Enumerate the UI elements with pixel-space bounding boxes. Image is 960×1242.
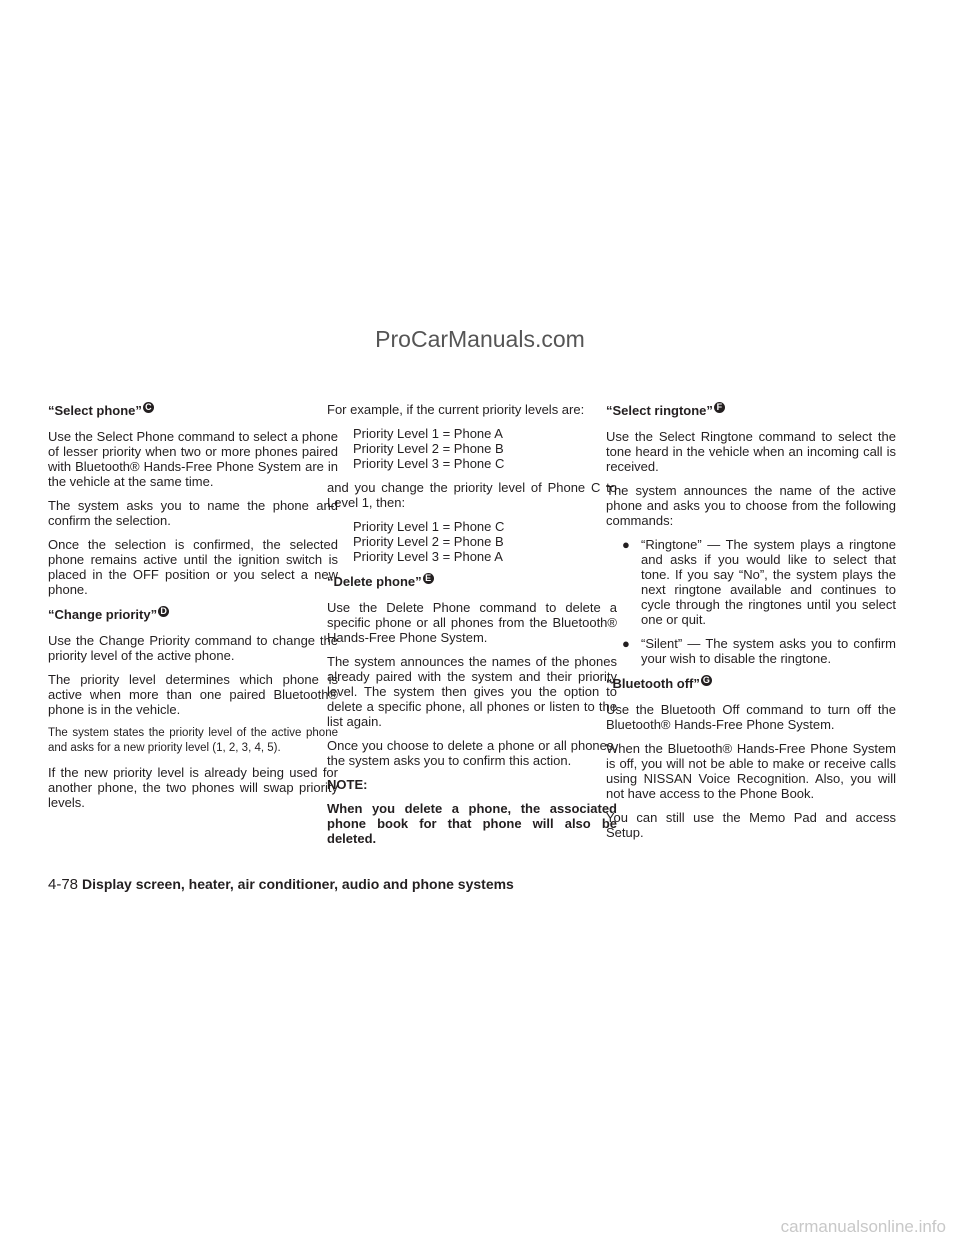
paragraph: and you change the priority level of Phone C to Level 1, then:: [327, 480, 617, 510]
paragraph: The system announces the name of the active phone and asks you to choose from the following commands:: [606, 483, 896, 528]
circle-marker-d: D: [158, 606, 169, 617]
paragraph: Once the selection is confirmed, the selected phone remains active until the ignition switch is placed in the OFF position or you select a new phone.: [48, 537, 338, 597]
paragraph: Use the Bluetooth Off command to turn off the Bluetooth® Hands-Free Phone System.: [606, 702, 896, 732]
circle-marker-g: G: [702, 675, 710, 685]
column-1: [48, 402, 338, 819]
paragraph: The system states the priority level of the active phone and asks for a new priority level (1, 2, 3, 4, 5).: [48, 727, 338, 754]
priority-list-before: [327, 426, 617, 471]
list-item: Priority Level 3 = Phone A: [353, 549, 503, 564]
note-heading: NOTE:: [327, 777, 368, 792]
heading-select-phone: “Select phone” C: [48, 402, 338, 420]
paragraph: The system announces the names of the phones already paired with the system and their priority level. The system then gives you the option to delete a specific phone, all phones or listen to the list again.: [327, 654, 617, 729]
paragraph: The priority level determines which phone is active when more than one paired Bluetooth® phone is in the vehicle.: [48, 672, 338, 717]
paragraph: Use the Select Phone command to select a phone of lesser priority when two or more phones paired with Bluetooth® Hands-Free Phone System are in the vehicle at the same time.: [48, 429, 338, 489]
paragraph: When the Bluetooth® Hands-Free Phone System is off, you will not be able to make or receive calls using NISSAN Voice Recognition. Also, you will not have access to the Phone Book.: [606, 741, 896, 801]
list-item: Priority Level 2 = Phone B: [353, 534, 504, 549]
bullet-icon: ●: [622, 537, 630, 552]
watermark-carmanualsonline: carmanualsonline.info: [780, 1217, 946, 1236]
column-3: [606, 402, 896, 849]
list-item: ● “Silent” — The system asks you to confirm your wish to disable the ringtone.: [622, 636, 896, 666]
column-2: [327, 402, 617, 855]
list-item: Priority Level 1 = Phone C: [353, 519, 505, 534]
heading-select-ringtone: “Select ringtone” F: [606, 402, 896, 420]
paragraph: You can still use the Memo Pad and access Setup.: [606, 810, 896, 840]
paragraph: The system asks you to name the phone and confirm the selection.: [48, 498, 338, 528]
watermark-procarmanuals: ProCarManuals.com: [375, 326, 585, 352]
circle-marker-f: F: [714, 402, 725, 413]
circle-marker-e: E: [423, 573, 434, 584]
list-item: Priority Level 1 = Phone A: [353, 426, 503, 441]
circle-marker-c: C: [143, 402, 154, 413]
paragraph: Use the Select Ringtone command to select the tone heard in the vehicle when an incoming call is received.: [606, 429, 896, 474]
heading-delete-phone: “Delete phone” E: [327, 573, 617, 591]
heading-bluetooth-off: “Bluetooth off” G: [606, 675, 710, 691]
paragraph: Once you choose to delete a phone or all phones, the system asks you to confirm this action.: [327, 738, 617, 768]
list-item: ● “Ringtone” — The system plays a ringtone and asks if you would like to select that tone. If you say “No”, the system plays the next ringtone available and continues to cycle through the ringtones until you select one or quit.: [622, 537, 896, 627]
note-body: When you delete a phone, the associated phone book for that phone will also be deleted.: [327, 801, 617, 846]
heading-change-priority: “Change priority” D: [48, 606, 338, 624]
paragraph: Use the Delete Phone command to delete a specific phone or all phones from the Bluetooth® Hands-Free Phone System.: [327, 600, 617, 645]
paragraph: Use the Change Priority command to change the priority level of the active phone.: [48, 633, 338, 663]
paragraph: For example, if the current priority levels are:: [327, 402, 585, 417]
page-number: 4-78: [48, 876, 79, 893]
list-item: Priority Level 3 = Phone C: [353, 456, 505, 471]
priority-list-after: [327, 519, 617, 564]
list-item: Priority Level 2 = Phone B: [353, 441, 504, 456]
page-footer: [48, 876, 514, 893]
bullet-icon: ●: [622, 636, 630, 651]
section-title: Display screen, heater, air conditioner, audio and phone systems: [82, 876, 514, 892]
ringtone-command-list: [606, 537, 896, 666]
paragraph: If the new priority level is already being used for another phone, the two phones will swap priority levels.: [48, 765, 338, 810]
